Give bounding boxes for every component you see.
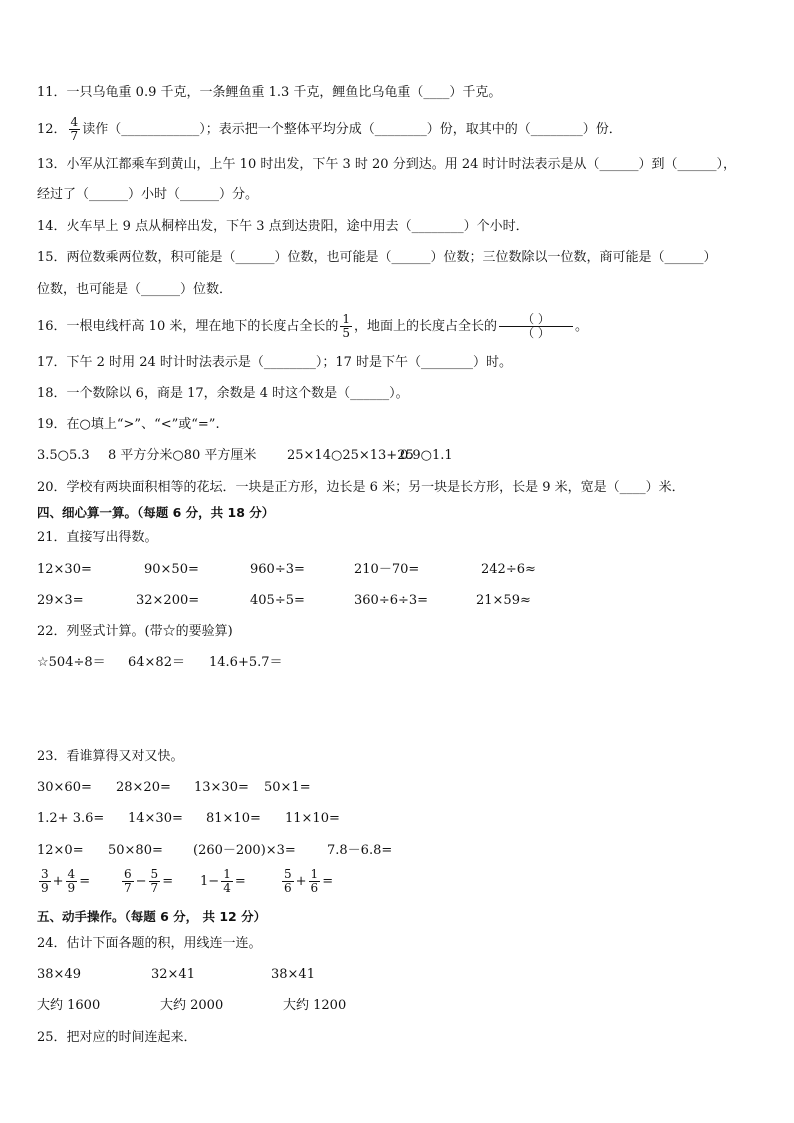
question-25: 25．把对应的时间连起来． (37, 1030, 197, 1045)
denominator: 7 (124, 881, 132, 895)
answer-blank-denominator: （ ） (499, 326, 573, 340)
quick-calc-item: 11×10= (285, 811, 340, 826)
section-4-heading: 四、细心算一算。（每题 6 分，共 18 分） (37, 505, 275, 520)
numerator: 5 (150, 867, 159, 881)
mental-math-item: 90×50= (144, 562, 199, 577)
fraction-calc-item (200, 868, 246, 895)
quick-calc-item: 50×80= (108, 843, 163, 858)
mental-math-item: 960÷3= (250, 562, 305, 577)
question-16 (37, 313, 588, 340)
estimate-item: 大约 1200 (283, 998, 347, 1013)
answer-blank-numerator: （ ） (522, 312, 550, 326)
numerator: 6 (124, 867, 132, 881)
numerator: 3 (41, 867, 49, 881)
fraction-calc-item (120, 868, 173, 895)
fraction-numerator: 1 (342, 312, 350, 326)
whole-number: 1 (200, 874, 209, 889)
question-24-title: 24．估计下面各题的积，用线连一连。 (37, 936, 262, 951)
question-13-line-1: 13．小军从江都乘车到黄山，上午 10 时出发，下午 3 时 20 分到达。用 24 时计时法表示是从（______）到（______）， (37, 157, 736, 172)
question-16-text-2: ，地面上的长度占全长的 (354, 319, 498, 334)
quick-calc-item: 14×30= (128, 811, 183, 826)
vertical-calc-item: ☆504÷8＝ (37, 655, 106, 670)
product-item: 38×49 (37, 967, 81, 982)
mental-math-item: 29×3= (37, 593, 84, 608)
fraction-numerator: 4 (70, 115, 79, 129)
question-20: 20．学校有两块面积相等的花坛．一块是正方形，边长是 6 米；另一块是长方形，长是 9 米，宽是（____）米． (37, 480, 685, 495)
question-22-title: 22．列竖式计算。(带☆的要验算) (37, 624, 233, 639)
section-5-heading: 五、动手操作。（每题 6 分， 共 12 分） (37, 909, 267, 924)
fraction-b (66, 868, 78, 895)
question-12-fraction (69, 116, 81, 143)
estimate-item: 大约 1600 (37, 998, 101, 1013)
fraction-calc-item (37, 868, 90, 895)
quick-calc-item: 1.2+ 3.6= (37, 811, 105, 826)
question-15-line-1: 15．两位数乘两位数，积可能是（______）位数，也可能是（______）位数；三位数除以一位数，商可能是（______） (37, 250, 717, 265)
mental-math-item: 360÷6÷3= (354, 593, 429, 608)
question-16-text-3: 。 (575, 319, 589, 334)
fraction-b (221, 868, 233, 895)
fraction-a (282, 868, 294, 895)
vertical-calc-item: 14.6+5.7＝ (209, 655, 283, 670)
equals-sign: = (234, 874, 246, 889)
denominator: 9 (67, 881, 76, 895)
fraction-b (309, 868, 321, 895)
operator: + (295, 874, 307, 889)
question-19-title: 19．在○填上“>”、“<”或“=”. (37, 417, 220, 432)
numerator: 5 (284, 867, 292, 881)
fraction-calc-item (280, 868, 333, 895)
question-14: 14．火车早上 9 点从桐梓出发，下午 3 点到达贵阳，途中用去（________）个小时． (37, 219, 529, 234)
denominator: 6 (284, 881, 292, 895)
mental-math-item: 12×30= (37, 562, 92, 577)
fraction-denominator: 5 (342, 326, 350, 340)
quick-calc-item: (260－200)×3= (193, 843, 296, 858)
quick-calc-item: 81×10= (206, 811, 261, 826)
question-17: 17．下午 2 时用 24 时计时法表示是（________）；17 时是下午（________）时。 (37, 355, 513, 370)
equals-sign: = (79, 874, 91, 889)
fraction-b (149, 868, 161, 895)
mental-math-item: 21×59≈ (476, 593, 531, 608)
numerator: 4 (67, 867, 76, 881)
question-16-text-1: 16．一根电线杆高 10 米，埋在地下的长度占全长的 (37, 319, 339, 334)
operator: + (52, 874, 64, 889)
question-13-line-2: 经过了（______）小时（______）分。 (37, 187, 259, 202)
quick-calc-item: 50×1= (264, 780, 311, 795)
mental-math-item: 405÷5= (250, 593, 305, 608)
question-15-line-2: 位数，也可能是（______）位数． (37, 282, 233, 297)
question-16-fraction (340, 313, 352, 340)
quick-calc-item: 7.8－6.8= (327, 843, 393, 858)
quick-calc-item: 30×60= (37, 780, 92, 795)
question-16-answer-fraction (499, 313, 573, 340)
fraction-a (39, 868, 51, 895)
operator: − (135, 874, 147, 889)
mental-math-item: 210－70= (354, 562, 420, 577)
denominator: 9 (41, 881, 49, 895)
quick-calc-item: 13×30= (194, 780, 249, 795)
numerator: 1 (223, 867, 231, 881)
question-18: 18．一个数除以 6，商是 17，余数是 4 时这个数是（______）。 (37, 386, 409, 401)
estimate-item: 大约 2000 (160, 998, 224, 1013)
question-12-number: 12． (37, 122, 67, 137)
denominator: 7 (150, 881, 159, 895)
denominator: 4 (223, 881, 231, 895)
question-12 (37, 116, 622, 143)
denominator: 6 (310, 881, 319, 895)
quick-calc-item: 28×20= (116, 780, 171, 795)
mental-math-item: 32×200= (136, 593, 200, 608)
numerator: 1 (310, 867, 319, 881)
compare-item: 8 平方分米○80 平方厘米 (108, 448, 257, 463)
fraction-denominator: 7 (70, 129, 79, 143)
compare-item: 3.5○5.3 (37, 448, 90, 463)
question-12-text: 读作（____________）；表示把一个整体平均分成（________）份，取其中的（________）份． (82, 122, 622, 137)
vertical-calc-item: 64×82＝ (128, 655, 185, 670)
question-23-title: 23．看谁算得又对又快。 (37, 749, 184, 764)
equals-sign: = (162, 874, 174, 889)
equals-sign: = (322, 874, 334, 889)
operator: − (208, 874, 220, 889)
fraction-a (122, 868, 134, 895)
quick-calc-item: 12×0= (37, 843, 84, 858)
question-21-title: 21．直接写出得数。 (37, 530, 158, 545)
mental-math-item: 242÷6≈ (481, 562, 536, 577)
product-item: 32×41 (151, 967, 195, 982)
compare-item: 25×14○25×13+25 (287, 448, 414, 463)
product-item: 38×41 (271, 967, 315, 982)
question-11: 11．一只乌龟重 0.9 千克，一条鲤鱼重 1.3 千克，鲤鱼比乌龟重（____）千克。 (37, 85, 502, 100)
compare-item: 0.9○1.1 (400, 448, 453, 463)
